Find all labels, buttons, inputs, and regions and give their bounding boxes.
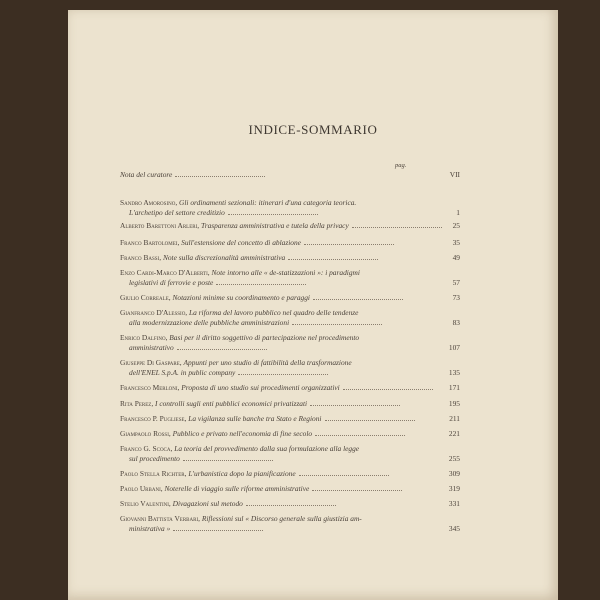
book-page: [68, 10, 558, 600]
toc-entry-line: [120, 268, 418, 278]
toc-page-number: 107: [448, 342, 460, 352]
toc-author: Giulio Correale,: [120, 293, 173, 302]
toc-entry: [120, 429, 460, 439]
toc-title: Nota del curatore: [120, 170, 173, 179]
toc-entry: [120, 383, 460, 393]
toc-entry: [120, 268, 460, 287]
toc-entry-line: [120, 399, 460, 409]
toc-title: Appunti per uno studio di fattibilità della trasformazione: [183, 358, 352, 367]
toc-title: Riflessioni sul « Discorso generale sulla giustizia am-: [201, 514, 362, 523]
toc-entry: [120, 293, 460, 303]
toc-entry: [120, 198, 460, 217]
toc-entry-line: [120, 383, 460, 393]
toc-title: L'archetipo del settore creditizio: [129, 207, 225, 217]
toc-entry: [120, 253, 460, 263]
toc-entry-line: [120, 367, 460, 378]
toc-entry-line: [120, 308, 418, 318]
toc-title: La riforma del lavoro pubblico nel quadro delle tendenze: [189, 308, 359, 317]
toc-page-number: 171: [448, 383, 460, 392]
toc-title: dell'ENEL S.p.A. in public company: [129, 367, 236, 377]
toc-entry-line: [120, 499, 460, 509]
toc-entry-line: [120, 207, 460, 218]
toc-entry-line: [120, 238, 460, 248]
toc-page-number: VII: [449, 170, 460, 179]
toc-title: ministrativa »: [129, 523, 171, 533]
toc-entry-line: [120, 342, 460, 353]
toc-entry-line: [120, 414, 460, 424]
dot-leader: [183, 459, 273, 461]
toc-author: Franco G. Scoca,: [120, 444, 175, 453]
toc-author: Stelio Valentini,: [120, 499, 173, 508]
toc-author: Rita Perez,: [120, 399, 156, 408]
toc-author: Giuseppe Di Gaspare,: [120, 358, 184, 367]
toc-page-number: 57: [452, 277, 460, 287]
toc-entry: [120, 333, 460, 352]
toc-title: Note intorno alle « de-statizzazioni »: i paradigmi: [211, 268, 360, 277]
toc-entry-line: [120, 358, 418, 368]
toc-entry-line: [120, 277, 460, 288]
toc-author: Enrico Dalfino,: [120, 333, 170, 342]
toc-entry: [120, 414, 460, 424]
toc-entry: [120, 444, 460, 463]
dot-leader: [288, 258, 378, 260]
page-column-label: pag.: [395, 162, 407, 169]
toc-entry: [120, 238, 460, 248]
toc-entry-line: [120, 469, 460, 479]
page-title: INDICE-SOMMARIO: [248, 122, 378, 137]
dot-leader: [228, 213, 318, 215]
dot-leader: [177, 348, 267, 350]
toc-page-number: 73: [452, 293, 460, 302]
toc-entry: [120, 170, 460, 180]
toc-title: La vigilanza sulle banche tra Stato e Regioni: [188, 414, 322, 423]
toc-author: Francesco P. Pugliese,: [120, 414, 189, 423]
toc-author: Paolo Stella Richter,: [120, 469, 189, 478]
toc-entry-line: [120, 333, 418, 343]
toc-entry-line: [120, 453, 460, 464]
toc-author: Gianfranco D'Alessio,: [120, 308, 190, 317]
toc-title: La teoria del provvedimento dalla sua formulazione alla legge: [174, 444, 360, 453]
dot-leader: [299, 474, 389, 476]
toc-title: Noterelle di viaggio sulle riforme amministrative: [164, 484, 310, 493]
toc-page-number: 49: [452, 253, 460, 262]
toc-entry: [120, 308, 460, 327]
toc-entry-line: [120, 514, 418, 524]
toc-author: Giampaolo Rossi,: [120, 429, 173, 438]
toc-page-number: 331: [448, 499, 460, 508]
toc-entry-line: [120, 523, 460, 534]
toc-title: Basi per il diritto soggettivo di partecipazione nel procedimento: [169, 333, 360, 342]
toc-page-number: 35: [452, 238, 460, 247]
toc-title: I controlli sugli enti pubblici economici privatizzati: [155, 399, 308, 408]
toc-author: Franco Bartolomei,: [120, 238, 182, 247]
toc-page-number: 211: [449, 414, 460, 423]
toc-author: Franco Bassi,: [120, 253, 163, 262]
toc-page-number: 309: [448, 469, 460, 478]
toc-title: legislativi di ferrovie e poste: [129, 277, 214, 287]
toc-author: Francesco Merloni,: [120, 383, 182, 392]
toc-entry: [120, 484, 460, 494]
toc-page-number: 345: [448, 523, 460, 533]
toc-title: sul procedimento: [129, 453, 180, 463]
dot-leader: [325, 419, 415, 421]
dot-leader: [175, 175, 265, 177]
toc-entry-line: [120, 293, 460, 303]
toc-page-number: 255: [448, 453, 460, 463]
toc-author: Alberto Barettoni Arleri,: [120, 221, 201, 230]
toc-entry: [120, 399, 460, 409]
dot-leader: [238, 373, 328, 375]
toc-title: alla modernizzazione delle pubbliche amministrazioni: [129, 317, 290, 327]
toc-title: Sull'estensione del concetto di ablazione: [181, 238, 301, 247]
dot-leader: [304, 243, 394, 245]
toc-author: Enzo Cardi-Marco D'Alberti,: [120, 268, 212, 277]
toc-entry: [120, 469, 460, 479]
toc-entry-line: [120, 198, 418, 208]
toc-entry-line: [120, 253, 460, 263]
toc-title: amministrativo: [129, 342, 174, 352]
toc-entry: [120, 514, 460, 533]
toc-entry-line: [120, 484, 460, 494]
toc-entry: [120, 358, 460, 377]
toc-title: Notazioni minime su coordinamento e paraggi: [172, 293, 310, 302]
dot-leader: [216, 283, 306, 285]
toc-title: Pubblico e privato nell'economia di fine secolo: [172, 429, 313, 438]
toc-entry-line: [120, 317, 460, 328]
toc-title: Trasparenza amministrativa e tutela della privacy: [201, 221, 349, 230]
toc-page-number: 135: [448, 367, 460, 377]
dot-leader: [312, 489, 402, 491]
dot-leader: [313, 298, 403, 300]
dot-leader: [246, 504, 336, 506]
toc-author: Giovanni Battista Verbari,: [120, 514, 202, 523]
toc-page-number: 83: [452, 317, 460, 327]
toc-entry: [120, 221, 460, 231]
toc-entry-line: [120, 429, 460, 439]
toc-author: Paolo Urbani,: [120, 484, 165, 493]
dot-leader: [173, 529, 263, 531]
toc-page-number: 25: [452, 221, 460, 230]
toc-page-number: 221: [448, 429, 460, 438]
toc-title: Gli ordinamenti sezionali: itinerari d'una categoria teorica.: [179, 198, 357, 207]
toc-title: Proposta di uno studio sui procedimenti organizzativi: [181, 383, 340, 392]
toc-entry: [120, 499, 460, 509]
toc-page-number: 1: [456, 207, 460, 217]
toc-page-number: 195: [448, 399, 460, 408]
dot-leader: [310, 404, 400, 406]
toc-title: Divagazioni sul metodo: [172, 499, 243, 508]
dot-leader: [315, 434, 405, 436]
toc-entry-line: [120, 170, 460, 180]
toc-entry-line: [120, 444, 418, 454]
toc-entry-line: [120, 221, 460, 231]
toc-title: L'urbanistica dopo la pianificazione: [188, 469, 296, 478]
toc-title: Note sulla discrezionalità amministrativa: [162, 253, 286, 262]
toc-page-number: 319: [448, 484, 460, 493]
toc-author: Sandro Amorosino,: [120, 198, 180, 207]
dot-leader: [292, 323, 382, 325]
